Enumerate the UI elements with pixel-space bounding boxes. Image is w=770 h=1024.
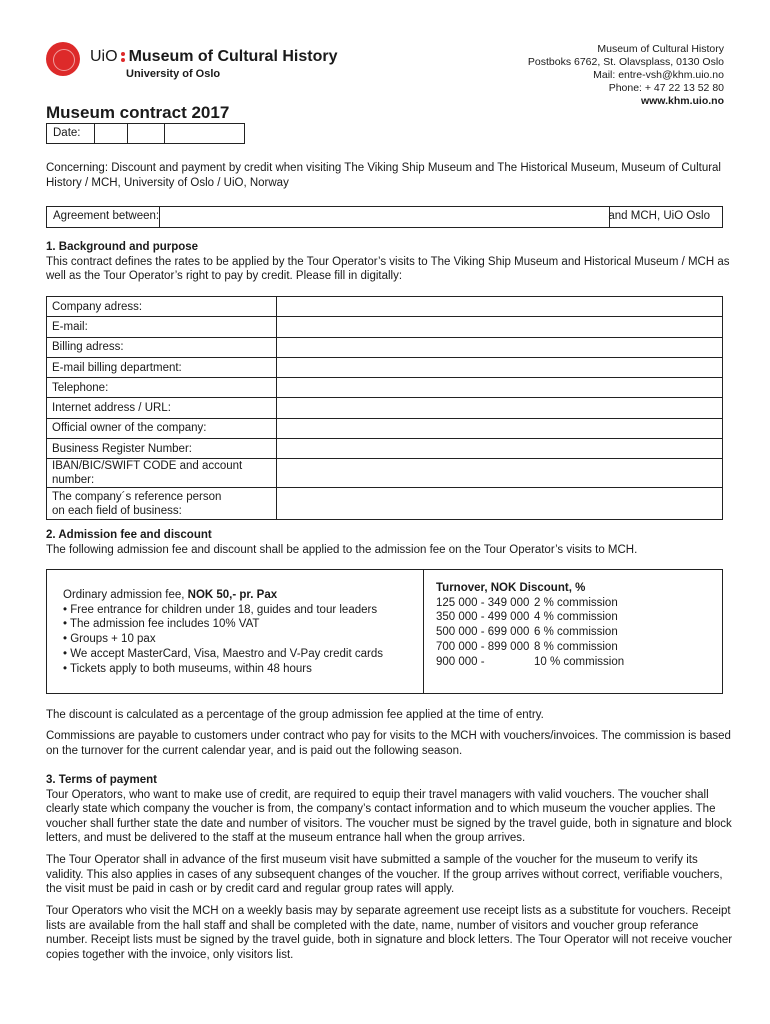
museum-address [528,43,724,108]
field-label: Company adress: [47,297,277,317]
business-register-input[interactable] [277,439,723,459]
commission-note: Commissions are payable to customers under contract who pay for visits to the MCH with vouchers/invoices. The commission is based on the turnover for the current calendar year, and is paid out the following season. [46,730,731,757]
field-label: Billing adress: [47,337,277,357]
section-heading: 3. Terms of payment [46,774,157,786]
fee-discount-box [46,569,723,694]
field-label: IBAN/BIC/SWIFT CODE and account number: [47,459,277,488]
logo-subtitle: University of Oslo [126,68,221,80]
discount-heading: Turnover, NOK Discount, % [436,582,586,594]
table-row [47,439,723,459]
table-row [47,378,723,398]
field-label: Business Register Number: [47,439,277,459]
field-label: E-mail: [47,317,277,337]
table-row [47,337,723,357]
field-label-line: on each field of business: [52,504,182,517]
table-row [47,488,723,520]
fee-price: NOK 50,- pr. Pax [187,589,278,601]
billing-address-input[interactable] [277,337,723,357]
agreement-party-mch: and MCH, UiO Oslo [608,210,710,222]
logo-wordmark [90,48,337,66]
address-line: Museum of Cultural History [597,43,724,55]
fee-intro: Ordinary admission fee, [63,589,188,601]
commission-rate: 10 % commission [534,655,625,668]
uio-seal-icon [46,42,80,76]
section-admission [46,528,736,557]
section-payment [46,773,736,846]
document-title: Museum contract 2017 [46,103,230,122]
url-input[interactable] [277,398,723,418]
field-label: Internet address / URL: [47,398,277,418]
telephone-input[interactable] [277,378,723,398]
turnover-range: 700 000 - 899 000 [436,640,530,653]
discount-row [436,625,624,640]
section-text: Tour Operators who visit the MCH on a weekly basis may by separate agreement use receipt lists as a substitute for vouchers. Receipt lists are available from the hall staff and shall be completed with the date, name, number of visitors and voucher group referance number. Receipt lists must be signed by the travel guide, both in signature and block letters. The Tour Operator will not receive voucher copies together with the invoice, only visitors list. [46,905,733,961]
list-item: • The admission fee includes 10% VAT [63,617,383,632]
field-label-line: The company´s reference person [52,490,222,503]
commission-rate: 2 % commission [534,596,618,609]
agreement-field[interactable] [46,206,723,228]
commission-rate: 8 % commission [534,640,618,653]
discount-row [436,610,624,625]
table-row [47,357,723,377]
logo-dots-icon [121,50,126,64]
discount-row [436,596,624,611]
company-address-input[interactable] [277,297,723,317]
section-background [46,240,736,284]
date-field[interactable] [46,123,245,144]
field-label: E-mail billing department: [47,357,277,377]
email-input[interactable] [277,317,723,337]
admission-fee-info [63,588,383,676]
museum-logo [46,42,346,84]
section-text: Tour Operators, who want to make use of credit, are required to equip their travel managers with valid vouchers. The voucher shall clearly state which company the voucher is from, the company’s contact information and to which museum the voucher applies. The voucher shall further state the date and number of visitors. The voucher must be signed by the travel guide, both in signature and block letters, and must be delivered to the staff at the museum entrance hall when the group arrives. [46,788,732,844]
address-phone: Phone: + 47 22 13 52 80 [608,82,724,94]
logo-uio: UiO [90,48,118,65]
discount-row [436,655,624,670]
agreement-label: Agreement between: [53,210,160,222]
section-text: The following admission fee and discount shall be applied to the admission fee on the Tour Operator’s visits to MCH. [46,543,638,556]
reference-person-input[interactable] [277,488,723,520]
turnover-range: 500 000 - 699 000 [436,626,530,639]
field-label [47,488,277,520]
company-info-table [46,296,723,520]
section-heading: 2. Admission fee and discount [46,529,212,541]
address-line: Postboks 6762, St. Olavsplass, 0130 Oslo [527,56,724,68]
table-row [47,418,723,438]
section-heading: 1. Background and purpose [46,241,199,253]
owner-input[interactable] [277,418,723,438]
table-row [47,317,723,337]
fee-bullets [63,603,383,677]
table-row [47,459,723,488]
field-label: Telephone: [47,378,277,398]
concerning-text: Concerning: Discount and payment by credit when visiting The Viking Ship Museum and The Historical Museum, Museum of Cultural History / MCH, University of Oslo / UiO, Norway [46,162,721,189]
logo-museum-name: Museum of Cultural History [128,48,338,65]
section-text: The Tour Operator shall in advance of the first museum visit have submitted a sample of the voucher for the museum to verify its validity. This also applies in cases of any subsequent changes of the voucher. If the group arrives without correct, verifiable vouchers, the visit must be paid in cash or by credit card and regular group rates will apply. [46,854,723,895]
table-row [47,398,723,418]
discount-table [436,581,624,669]
list-item: • Free entrance for children under 18, guides and tour leaders [63,603,383,618]
section-text: This contract defines the rates to be applied by the Tour Operator’s visits to The Viking Ship Museum and Historical Museum / MCH as well as the Tour Operator’s right to pay by credit. Please fill in digitally: [46,255,730,282]
turnover-range: 350 000 - 499 000 [436,611,530,624]
list-item: • We accept MasterCard, Visa, Maestro and V-Pay credit cards [63,647,383,662]
commission-rate: 6 % commission [534,626,618,639]
date-label: Date: [53,127,81,139]
field-label: Official owner of the company: [47,418,277,438]
billing-email-input[interactable] [277,357,723,377]
discount-row [436,640,624,655]
address-website: www.khm.uio.no [640,95,724,107]
turnover-range: 900 000 - [436,655,485,668]
turnover-range: 125 000 - 349 000 [436,596,530,609]
table-row [47,297,723,317]
commission-rate: 4 % commission [534,611,618,624]
list-item: • Tickets apply to both museums, within 48 hours [63,662,383,677]
discount-note: The discount is calculated as a percentage of the group admission fee applied at the time of entry. [46,709,544,721]
bank-account-input[interactable] [277,459,723,488]
list-item: • Groups + 10 pax [63,632,383,647]
address-email: Mail: entre-vsh@khm.uio.no [593,69,724,81]
